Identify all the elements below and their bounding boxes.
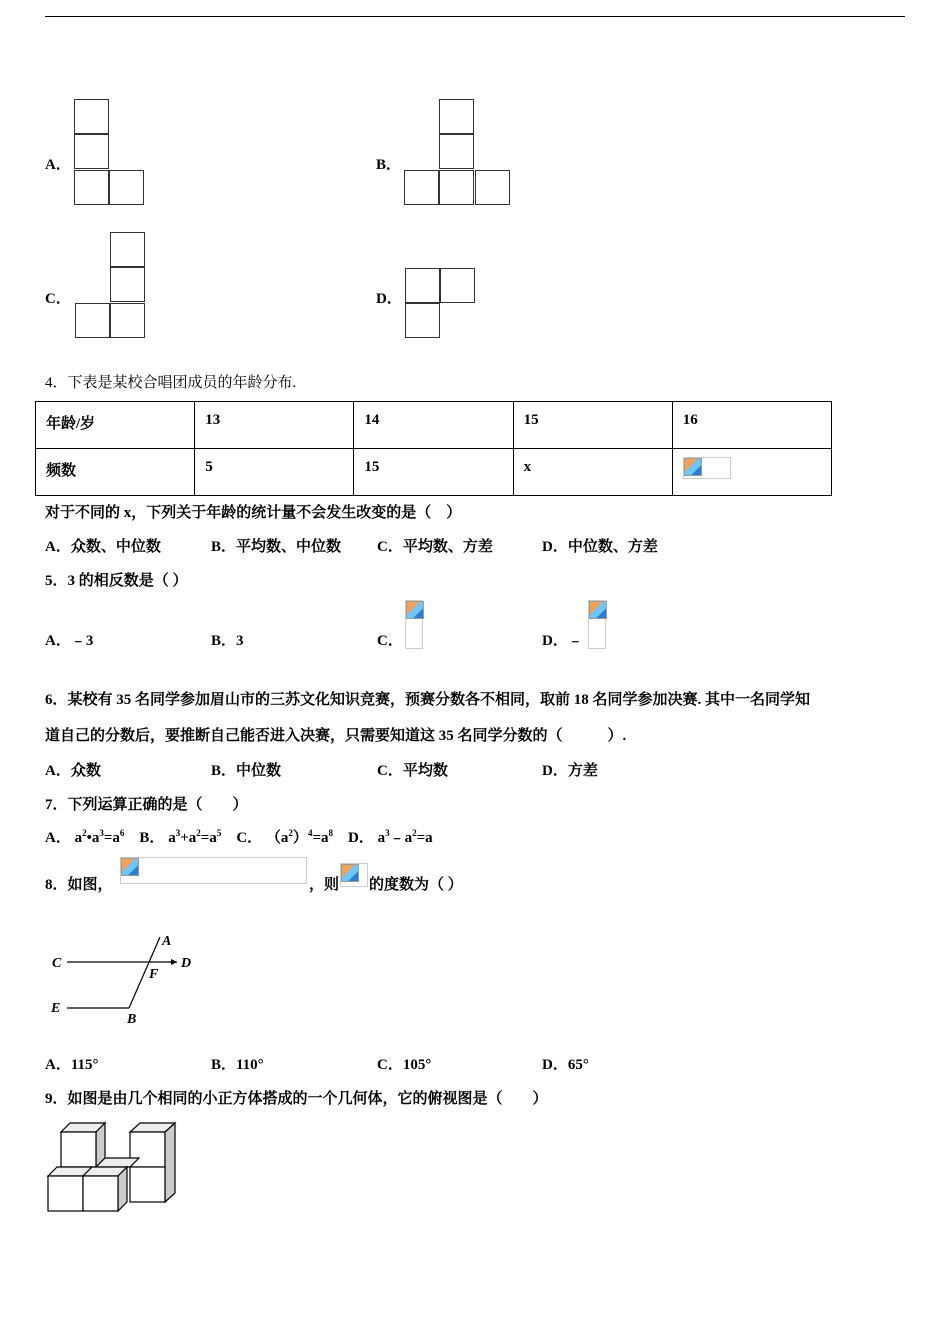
q3-option-b-label: B． xyxy=(376,157,402,173)
broken-image-icon xyxy=(588,600,606,649)
table-row xyxy=(36,449,832,496)
q4-option-b: B．平均数、中位数 xyxy=(211,539,342,555)
q9-cube-solid-figure xyxy=(45,1120,180,1215)
point-label-e: E xyxy=(51,1001,61,1016)
q7-option-c-label: C． xyxy=(236,830,263,846)
table-cell: x xyxy=(513,449,672,496)
q8-option-a: A．115° xyxy=(45,1057,99,1073)
q7-option-b-label: B． xyxy=(139,830,165,846)
q4-option-a: A．众数、中位数 xyxy=(45,539,161,555)
broken-image-icon xyxy=(405,600,423,649)
table-cell: 16 xyxy=(672,402,831,449)
header-rule xyxy=(45,16,905,17)
q4-option-d: D．中位数、方差 xyxy=(542,539,658,555)
q7-option-a-expr: $a^2•a^3=a^6$ xyxy=(74,828,125,846)
q4-option-c: C．平均数、方差 xyxy=(377,539,493,555)
q7-option-c-expr: $(a^2)^4=a^8$ xyxy=(265,828,333,846)
point-label-a: A xyxy=(162,934,172,949)
q4-stem: 4．下表是某校合唱团成员的年龄分布. xyxy=(45,375,297,391)
table-cell: 15 xyxy=(513,402,672,449)
broken-image-icon xyxy=(683,457,731,479)
broken-image-icon xyxy=(120,857,307,884)
q3-option-b-figure xyxy=(404,99,512,207)
q8-option-c: C．105° xyxy=(377,1057,432,1073)
point-label-c: C xyxy=(52,956,62,971)
age-table xyxy=(35,401,832,496)
table-cell: 15 xyxy=(354,449,513,496)
q6-option-a: A．众数 xyxy=(45,763,101,779)
point-label-f: F xyxy=(149,967,159,982)
table-cell-image xyxy=(672,449,831,496)
q8-option-d: D．65° xyxy=(542,1057,589,1073)
table-cell: 频数 xyxy=(36,449,195,496)
arrow-d-icon xyxy=(171,959,177,965)
q8-option-b: B．110° xyxy=(211,1057,264,1073)
q6-option-d: D．方差 xyxy=(542,763,598,779)
q9-stem: 9．如图是由几个相同的小正方体搭成的一个几何体，它的俯视图是（ ） xyxy=(45,1091,548,1107)
q3-option-d-figure xyxy=(405,268,481,344)
q3-option-c-figure xyxy=(75,232,151,340)
cube-drawing xyxy=(48,1123,175,1211)
q7-options xyxy=(45,826,433,847)
q5-stem: 5．3 的相反数是（ ） xyxy=(45,573,188,589)
table-cell: 5 xyxy=(195,449,354,496)
q8-stem-b: ，则 xyxy=(309,877,340,893)
q8-parallel-lines-figure xyxy=(45,925,205,1030)
point-label-b: B xyxy=(127,1012,137,1027)
q7-option-d-label: D． xyxy=(348,830,374,846)
q6-option-c: C．平均数 xyxy=(377,763,448,779)
q7-option-d-expr: $a^3﹣a^2=a$ xyxy=(377,828,433,846)
q5-option-d: D．﹣ xyxy=(542,633,583,649)
q5-option-a: A．﹣3 xyxy=(45,633,94,649)
q4-question: 对于不同的 x，下列关于年龄的统计量不会发生改变的是（ ） xyxy=(45,505,462,521)
point-label-d: D xyxy=(181,956,192,971)
q8-stem-c: 的度数为（ ） xyxy=(369,877,463,893)
table-cell: 13 xyxy=(195,402,354,449)
q7-option-a-label: A． xyxy=(45,830,71,846)
q5-option-c: C． xyxy=(377,633,403,649)
table-cell: 年龄/岁 xyxy=(36,402,195,449)
q3-option-a-figure xyxy=(74,99,150,207)
q3-option-a-label: A． xyxy=(45,157,71,173)
q7-stem: 7．下列运算正确的是（ ） xyxy=(45,797,248,813)
q8-stem-a: 8．如图， xyxy=(45,877,113,893)
table-cell: 14 xyxy=(354,402,513,449)
table-row xyxy=(36,402,832,449)
q5-option-b: B．3 xyxy=(211,633,244,649)
q7-option-b-expr: $a^3+a^2=a^5$ xyxy=(168,828,222,846)
q3-option-c-label: C． xyxy=(45,291,71,307)
q6-line2: 道自己的分数后，要推断自己能否进入决赛，只需要知道这 35 名同学分数的（ ）. xyxy=(45,728,627,744)
q6-option-b: B．中位数 xyxy=(211,763,282,779)
q6-line1: 6．某校有 35 名同学参加眉山市的三苏文化知识竞赛，预赛分数各不相同，取前 18 名同学参加决赛. 其中一名同学知 xyxy=(45,692,811,708)
broken-image-icon xyxy=(340,863,368,887)
q3-option-d-label: D． xyxy=(376,291,402,307)
